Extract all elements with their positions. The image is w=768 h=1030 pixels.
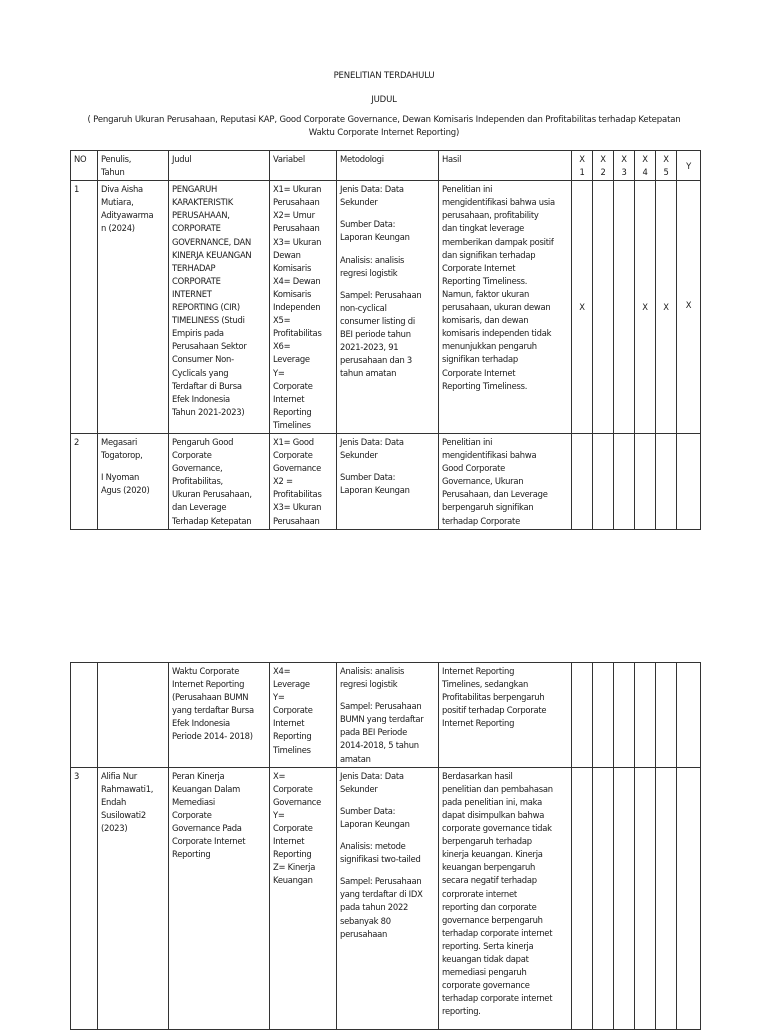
header-no: NO bbox=[71, 151, 98, 181]
previous-research-table bbox=[70, 150, 701, 530]
cell-text-line: Laporan Keungan bbox=[340, 485, 410, 496]
cell-text-line: KARAKTERISTIK bbox=[172, 197, 233, 208]
cell-text-line: Efek Indonesia bbox=[172, 393, 230, 404]
page-subtitle: JUDUL bbox=[371, 95, 397, 105]
method-paragraph bbox=[340, 254, 435, 280]
cell-text-line: Internet bbox=[273, 393, 305, 404]
cell-text-line: Profitabilitas bbox=[273, 328, 322, 339]
table-row bbox=[71, 663, 701, 768]
method-paragraph bbox=[340, 875, 435, 940]
row-2-x5-mark bbox=[656, 433, 677, 529]
header-x2 bbox=[593, 151, 614, 181]
header-variabel: Variabel bbox=[270, 151, 337, 181]
cell-text-line: regresi logistik bbox=[340, 267, 398, 278]
row-3-judul bbox=[169, 767, 270, 1029]
header-x5-label: X bbox=[663, 154, 669, 164]
cell-text-line: Internet bbox=[273, 718, 305, 729]
cell-text-line: corprorate internet bbox=[442, 888, 517, 899]
cell-text-line: Z= Kinerja bbox=[273, 862, 316, 873]
header-x1-index: 1 bbox=[579, 167, 585, 178]
cell-text-line: terhadap Corporate bbox=[442, 515, 520, 526]
cell-text-line: memediasi pengaruh bbox=[442, 967, 527, 978]
cell-text-line: Governance, Ukuran bbox=[442, 476, 524, 487]
cell-text-line: mengidentifikasi bahwa bbox=[442, 450, 537, 461]
cell-text-line: Tahun 2021-2023) bbox=[172, 406, 245, 417]
row-3-x1-mark bbox=[572, 767, 593, 1029]
cell-text-line: X1= Ukuran bbox=[273, 184, 322, 195]
cell-text-line: X2 = bbox=[273, 476, 293, 487]
cell-text-line: reporting. Serta kinerja bbox=[442, 940, 534, 951]
header-hasil: Hasil bbox=[439, 151, 572, 181]
cell-text-line: PERUSAHAAN, bbox=[172, 210, 230, 221]
cell-text-line: 2014-2018, 5 tahun bbox=[340, 740, 419, 751]
cell-text-line: CORPORATE bbox=[172, 223, 221, 234]
cell-text-line: Sekunder bbox=[340, 783, 378, 794]
cell-text-line: amatan bbox=[340, 753, 371, 764]
cell-text-line: komisaris independen tidak bbox=[442, 328, 552, 339]
cell-text-line: Laporan Keungan bbox=[340, 232, 410, 243]
cell-text-line: signifikan terhadap bbox=[442, 354, 518, 365]
header-x3-label: X bbox=[621, 154, 627, 164]
row-2-cont-metodologi bbox=[337, 663, 439, 768]
cell-text-line: Y= bbox=[273, 367, 285, 378]
header-y: Y bbox=[677, 151, 701, 181]
row-2-metodologi bbox=[337, 433, 439, 529]
row-3-x5-mark bbox=[656, 767, 677, 1029]
cell-text-line: Jenis Data: Data bbox=[340, 184, 404, 195]
cell-text-line: Cyclicals yang bbox=[172, 367, 229, 378]
row-2-cont-x5-mark bbox=[656, 663, 677, 768]
row-2-cont-penulis bbox=[98, 663, 169, 768]
cell-text-line: Laporan Keungan bbox=[340, 818, 410, 829]
research-topic-line-1: ( Pengaruh Ukuran Perusahaan, Reputasi KAP, Good Corporate Governance, Dewan Komisaris Independen dan Profitabilitas terhadap Ketepatan bbox=[87, 115, 681, 125]
cell-text-line: Keuangan bbox=[273, 875, 313, 886]
cell-text-line: reporting dan corporate bbox=[442, 901, 537, 912]
cell-text-line: X3= Ukuran bbox=[273, 502, 322, 513]
cell-text-line: KINERJA KEUANGAN bbox=[172, 249, 252, 260]
cell-text-line: Leverage bbox=[273, 354, 310, 365]
cell-text-line: Analisis: analisis bbox=[340, 254, 405, 265]
cell-text-line: non-cyclical bbox=[340, 302, 387, 313]
previous-research-table-continued bbox=[70, 662, 701, 1030]
header-x3 bbox=[614, 151, 635, 181]
cell-text-line: Timelines bbox=[273, 419, 311, 430]
method-paragraph bbox=[340, 471, 435, 497]
header-penulis-line: Tahun bbox=[101, 167, 125, 178]
cell-text-line: Reporting bbox=[273, 849, 312, 860]
cell-text-line: keuangan tidak dapat bbox=[442, 953, 529, 964]
cell-text-line: pada penelitian ini, maka bbox=[442, 796, 543, 807]
cell-text-line: Alifia Nur bbox=[101, 770, 137, 781]
cell-text-line: Endah bbox=[101, 796, 127, 807]
cell-text-line: regresi logistik bbox=[340, 679, 398, 690]
cell-text-line: Governance Pada bbox=[172, 823, 242, 834]
cell-text-line: Perusahaan bbox=[273, 223, 320, 234]
row-3-x4-mark bbox=[635, 767, 656, 1029]
row-2-cont-no bbox=[71, 663, 98, 768]
cell-text-line: terhadap corporate internet bbox=[442, 927, 553, 938]
cell-text-line: Profitabilitas, bbox=[172, 476, 223, 487]
cell-text-line: consumer listing di bbox=[340, 315, 415, 326]
cell-text-line: Internet bbox=[273, 836, 305, 847]
cell-text-line: Profitabilitas berpengaruh bbox=[442, 692, 545, 703]
cell-text-line: keuangan berpengaruh bbox=[442, 862, 536, 873]
row-2-cont-x2-mark bbox=[593, 663, 614, 768]
cell-text-line: positif terhadap Corporate bbox=[442, 705, 547, 716]
cell-text-line: Mutiara, bbox=[101, 197, 134, 208]
row-2-cont-x3-mark bbox=[614, 663, 635, 768]
table-header-row bbox=[71, 151, 701, 181]
cell-text-line: Empiris pada bbox=[172, 328, 224, 339]
cell-text-line: Pengaruh Good bbox=[172, 436, 234, 447]
cell-text-line: X= bbox=[273, 770, 286, 781]
cell-text-line: Terdaftar di Bursa bbox=[172, 380, 242, 391]
cell-text-line: Diva Aisha bbox=[101, 184, 143, 195]
cell-text-line: TIMELINESS (Studi bbox=[172, 315, 245, 326]
cell-text-line: Corporate Internet bbox=[442, 367, 516, 378]
header-metodologi: Metodologi bbox=[337, 151, 439, 181]
cell-text-line: CORPORATE bbox=[172, 275, 221, 286]
cell-text-line: Governance bbox=[273, 463, 322, 474]
cell-text-line: Corporate Internet bbox=[442, 262, 516, 273]
cell-text-line: Corporate bbox=[172, 809, 212, 820]
row-1-no: 1 bbox=[71, 181, 98, 434]
header-x4 bbox=[635, 151, 656, 181]
cell-text-line: Corporate bbox=[273, 380, 313, 391]
row-2-judul bbox=[169, 433, 270, 529]
cell-text-line: Waktu Corporate bbox=[172, 666, 240, 676]
cell-text-line: REPORTING (CIR) bbox=[172, 302, 240, 313]
row-2-cont-x1-mark bbox=[572, 663, 593, 768]
cell-text-line: Jenis Data: Data bbox=[340, 436, 404, 447]
row-2-x2-mark bbox=[593, 433, 614, 529]
cell-text-line: Perusahaan bbox=[273, 515, 320, 526]
cell-text-line: Timelines bbox=[273, 744, 311, 755]
header-x1-label: X bbox=[579, 154, 585, 164]
row-3-y-mark bbox=[677, 767, 701, 1029]
row-1-x3-mark bbox=[614, 181, 635, 434]
cell-text-line: corporate governance tidak bbox=[442, 823, 552, 834]
row-2-cont-x4-mark bbox=[635, 663, 656, 768]
header-penulis bbox=[98, 151, 169, 181]
cell-text-line: Sampel: Perusahaan bbox=[340, 876, 422, 887]
cell-text-line: perusahaan bbox=[340, 928, 388, 939]
row-2-cont-judul bbox=[169, 663, 270, 768]
method-paragraph bbox=[340, 700, 435, 765]
row-3-variabel bbox=[270, 767, 337, 1029]
header-x4-index: 4 bbox=[642, 167, 648, 178]
cell-text-line: Perusahaan bbox=[273, 197, 320, 208]
cell-text-line: Agus (2020) bbox=[101, 485, 150, 496]
row-1-x5-mark: X bbox=[656, 181, 677, 434]
cell-text-line: X2= Umur bbox=[273, 210, 315, 221]
cell-text-line: BEI periode tahun bbox=[340, 329, 411, 340]
cell-text-line: Adityawarma bbox=[101, 210, 154, 221]
cell-text-line: dan tingkat leverage bbox=[442, 223, 525, 234]
cell-text-line: sebanyak 80 bbox=[340, 915, 391, 926]
cell-text-line: Good Corporate bbox=[442, 463, 506, 474]
page-title: PENELITIAN TERDAHULU bbox=[333, 71, 435, 81]
cell-text-line: perusahaan, profitability bbox=[442, 210, 539, 221]
cell-text-line: Sumber Data: bbox=[340, 472, 396, 483]
cell-text-line: X3= Ukuran bbox=[273, 236, 322, 247]
row-3-penulis bbox=[98, 767, 169, 1029]
cell-text-line: Corporate bbox=[273, 705, 313, 716]
cell-text-line: corporate governance bbox=[442, 980, 530, 991]
cell-text-line: Corporate bbox=[273, 823, 313, 834]
cell-text-line: PENGARUH bbox=[172, 184, 218, 195]
cell-text-line: X6= bbox=[273, 341, 291, 352]
header-x5 bbox=[656, 151, 677, 181]
cell-text-line: Perusahaan, dan Leverage bbox=[442, 489, 548, 500]
cell-text-line: memberikan dampak positif bbox=[442, 236, 554, 247]
header-x4-label: X bbox=[642, 154, 648, 164]
cell-text-line: Dewan bbox=[273, 249, 301, 260]
cell-text-line: yang terdaftar Bursa bbox=[172, 705, 254, 716]
cell-text-line: Independen bbox=[273, 302, 321, 313]
row-3-x3-mark bbox=[614, 767, 635, 1029]
cell-text-line: berpengaruh terhadap bbox=[442, 836, 532, 847]
row-2-penulis bbox=[98, 433, 169, 529]
cell-text-line: Y= bbox=[273, 809, 285, 820]
method-paragraph bbox=[340, 840, 435, 866]
row-2-penulis-authors bbox=[101, 436, 165, 462]
cell-text-line: pada tahun 2022 bbox=[340, 902, 409, 913]
cell-text-line: Internet Reporting bbox=[172, 679, 245, 690]
cell-text-line: Periode 2014- 2018) bbox=[172, 731, 253, 742]
cell-text-line: Sumber Data: bbox=[340, 219, 396, 230]
cell-text-line: mengidentifikasi bahwa usia bbox=[442, 197, 555, 208]
cell-text-line: dan Leverage bbox=[172, 502, 227, 513]
method-paragraph bbox=[340, 183, 435, 209]
cell-text-line: Penelitian ini bbox=[442, 436, 493, 447]
header-judul: Judul bbox=[169, 151, 270, 181]
cell-text-line: Reporting bbox=[273, 731, 312, 742]
row-1-x1-mark: X bbox=[572, 181, 593, 434]
method-paragraph bbox=[340, 805, 435, 831]
cell-text-line: Sumber Data: bbox=[340, 805, 396, 816]
row-3-no: 3 bbox=[71, 767, 98, 1029]
row-2-cont-variabel bbox=[270, 663, 337, 768]
cell-text-line: dan signifikan terhadap bbox=[442, 249, 536, 260]
cell-text-line: kinerja keuangan. Kinerja bbox=[442, 849, 543, 860]
cell-text-line: yang terdaftar di IDX bbox=[340, 889, 423, 900]
cell-text-line: Consumer Non- bbox=[172, 354, 234, 365]
cell-text-line: Analisis: metode bbox=[340, 841, 406, 852]
cell-text-line: X5= bbox=[273, 315, 291, 326]
method-paragraph bbox=[340, 218, 435, 244]
cell-text-line: Corporate bbox=[273, 450, 313, 461]
cell-text-line: (Perusahaan BUMN bbox=[172, 692, 249, 703]
cell-text-line: tahun amatan bbox=[340, 368, 397, 379]
cell-text-line: X1= Good bbox=[273, 436, 314, 447]
cell-text-line: penelitian dan pembahasan bbox=[442, 783, 553, 794]
cell-text-line: Rahmawati1, bbox=[101, 783, 154, 794]
cell-text-line: Sampel: Perusahaan bbox=[340, 289, 422, 300]
cell-text-line: Sekunder bbox=[340, 197, 378, 208]
cell-text-line: I Nyoman bbox=[101, 472, 140, 483]
cell-text-line: governance berpengaruh bbox=[442, 914, 543, 925]
table-row bbox=[71, 181, 701, 434]
cell-text-line: Corporate Internet bbox=[172, 836, 246, 847]
cell-text-line: Jenis Data: Data bbox=[340, 770, 404, 781]
cell-text-line: 2021-2023, 91 bbox=[340, 342, 399, 353]
row-2-x1-mark bbox=[572, 433, 593, 529]
method-paragraph bbox=[340, 665, 435, 691]
cell-text-line: Namun, faktor ukuran bbox=[442, 288, 530, 299]
row-1-metodologi bbox=[337, 181, 439, 434]
row-2-y-mark bbox=[677, 433, 701, 529]
row-2-x3-mark bbox=[614, 433, 635, 529]
cell-text-line: Penelitian ini bbox=[442, 184, 493, 195]
research-topic bbox=[60, 114, 708, 140]
row-1-x4-mark: X bbox=[635, 181, 656, 434]
header-x3-index: 3 bbox=[621, 167, 627, 178]
cell-text-line: dapat disimpulkan bahwa bbox=[442, 809, 545, 820]
row-1-variabel bbox=[270, 181, 337, 434]
header-penulis-line: Penulis, bbox=[101, 154, 132, 164]
cell-text-line: berpengaruh signifikan bbox=[442, 502, 534, 513]
cell-text-line: Komisaris bbox=[273, 288, 312, 299]
cell-text-line: Timelines, sedangkan bbox=[442, 679, 529, 690]
cell-text-line: X4= bbox=[273, 666, 291, 676]
cell-text-line: GOVERNANCE, DAN bbox=[172, 236, 252, 247]
cell-text-line: Corporate bbox=[273, 783, 313, 794]
row-1-penulis bbox=[98, 181, 169, 434]
research-topic-line-2: Waktu Corporate Internet Reporting) bbox=[308, 128, 460, 138]
header-x2-index: 2 bbox=[600, 167, 606, 178]
cell-text-line: Efek Indonesia bbox=[172, 718, 230, 729]
cell-text-line: Susilowati2 bbox=[101, 809, 146, 820]
method-paragraph bbox=[340, 289, 435, 381]
row-2-x4-mark bbox=[635, 433, 656, 529]
cell-text-line: Y= bbox=[273, 692, 285, 703]
row-3-hasil bbox=[439, 767, 572, 1029]
cell-text-line: pada BEI Periode bbox=[340, 727, 407, 738]
cell-text-line: Peran Kinerja bbox=[172, 770, 225, 781]
cell-text-line: perusahaan, ukuran dewan bbox=[442, 302, 551, 313]
cell-text-line: n (2024) bbox=[101, 223, 135, 234]
cell-text-line: Sekunder bbox=[340, 450, 378, 461]
cell-text-line: Profitabilitas bbox=[273, 489, 322, 500]
cell-text-line: terhadap corporate internet bbox=[442, 993, 553, 1004]
cell-text-line: Internet Reporting bbox=[442, 666, 515, 676]
cell-text-line: Perusahaan Sektor bbox=[172, 341, 247, 352]
cell-text-line: menunjukkan pengaruh bbox=[442, 341, 537, 352]
method-paragraph bbox=[340, 436, 435, 462]
cell-text-line: Reporting bbox=[273, 406, 312, 417]
row-3-x2-mark bbox=[593, 767, 614, 1029]
cell-text-line: Berdasarkan hasil bbox=[442, 770, 513, 781]
header-x2-label: X bbox=[600, 154, 606, 164]
cell-text-line: INTERNET bbox=[172, 288, 212, 299]
cell-text-line: X4= Dewan bbox=[273, 275, 321, 286]
table-row bbox=[71, 433, 701, 529]
cell-text-line: Ukuran Perusahaan, bbox=[172, 489, 252, 500]
cell-text-line: Governance bbox=[273, 796, 322, 807]
cell-text-line: perusahaan dan 3 bbox=[340, 355, 413, 366]
row-2-no: 2 bbox=[71, 433, 98, 529]
cell-text-line: Sampel: Perusahaan bbox=[340, 701, 422, 712]
cell-text-line: Keuangan Dalam bbox=[172, 783, 241, 794]
cell-text-line: Memediasi bbox=[172, 796, 215, 807]
row-1-y-mark: X bbox=[677, 181, 701, 434]
row-2-variabel bbox=[270, 433, 337, 529]
cell-text-line: Megasari bbox=[101, 436, 138, 447]
cell-text-line: komisaris, dan dewan bbox=[442, 315, 529, 326]
row-2-penulis-authors bbox=[101, 471, 165, 497]
cell-text-line: Togatorop, bbox=[101, 450, 143, 461]
cell-text-line: Leverage bbox=[273, 679, 310, 690]
header-x5-index: 5 bbox=[663, 167, 669, 178]
cell-text-line: Komisaris bbox=[273, 262, 312, 273]
row-1-hasil bbox=[439, 181, 572, 434]
row-2-cont-hasil bbox=[439, 663, 572, 768]
row-2-cont-y-mark bbox=[677, 663, 701, 768]
cell-text-line: TERHADAP bbox=[172, 262, 216, 273]
method-paragraph bbox=[340, 770, 435, 796]
cell-text-line: Terhadap Ketepatan bbox=[172, 515, 252, 526]
cell-text-line: Reporting bbox=[172, 849, 211, 860]
cell-text-line: signifikasi two-tailed bbox=[340, 854, 421, 865]
cell-text-line: reporting. bbox=[442, 1006, 481, 1017]
header-x1 bbox=[572, 151, 593, 181]
table-row bbox=[71, 767, 701, 1029]
cell-text-line: Analisis: analisis bbox=[340, 666, 405, 676]
row-1-judul bbox=[169, 181, 270, 434]
cell-text-line: Reporting Timeliness. bbox=[442, 275, 528, 286]
cell-text-line: Reporting Timeliness. bbox=[442, 380, 528, 391]
row-2-hasil bbox=[439, 433, 572, 529]
cell-text-line: Corporate bbox=[172, 450, 212, 461]
row-3-metodologi bbox=[337, 767, 439, 1029]
row-1-x2-mark bbox=[593, 181, 614, 434]
cell-text-line: Internet Reporting bbox=[442, 718, 515, 729]
cell-text-line: secara negatif terhadap bbox=[442, 875, 537, 886]
cell-text-line: Governance, bbox=[172, 463, 223, 474]
cell-text-line: (2023) bbox=[101, 823, 128, 834]
cell-text-line: BUMN yang terdaftar bbox=[340, 714, 424, 725]
